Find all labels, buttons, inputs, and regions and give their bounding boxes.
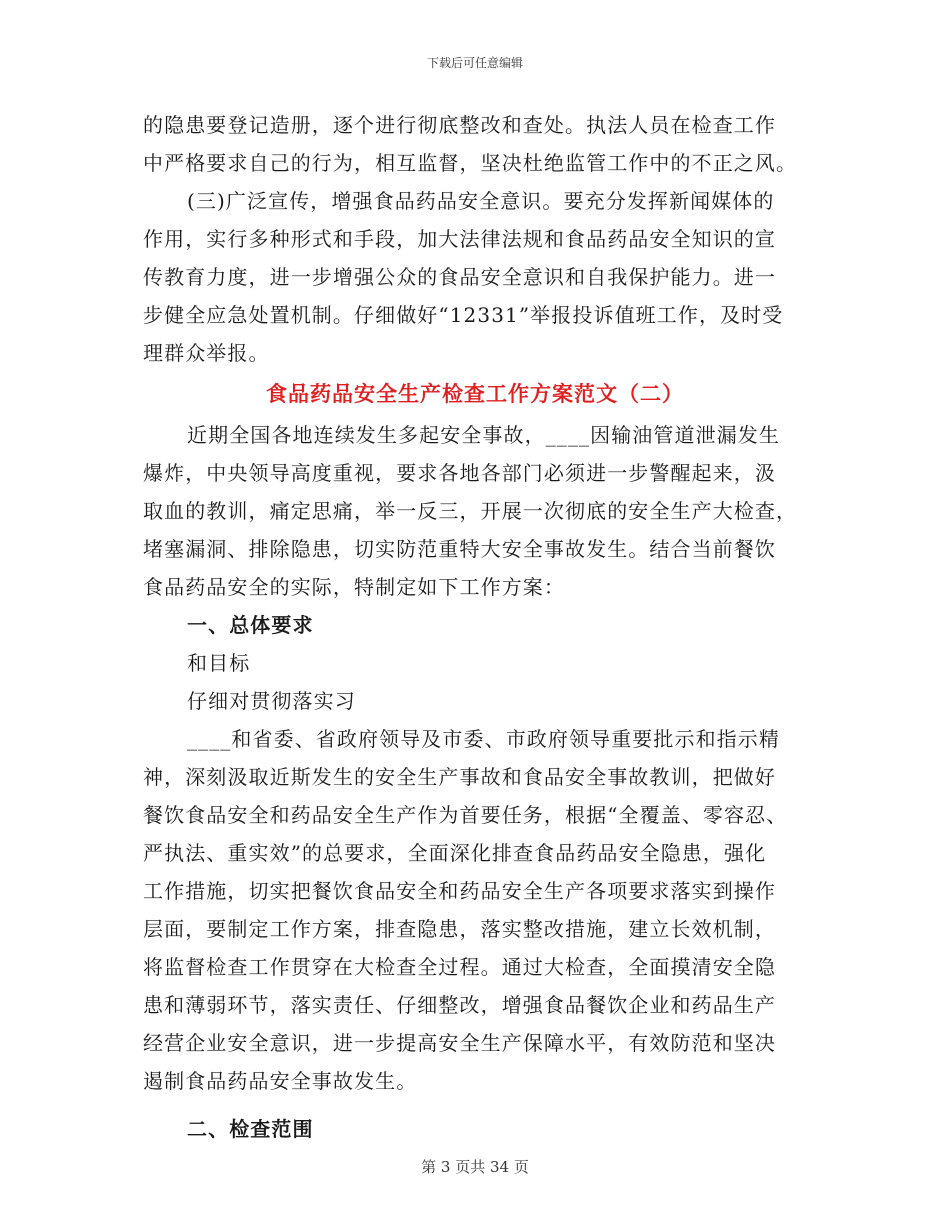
body-line: 食品药品安全的实际，特制定如下工作方案： xyxy=(143,575,565,599)
body-line: 层面，要制定工作方案，排查隐患，落实整改措施，建立长效机制， xyxy=(143,917,776,941)
body-line: ____和省委、省政府领导及市委、市政府领导重要批示和指示精 xyxy=(187,727,780,751)
body-line: 餐饮食品安全和药品安全生产作为首要任务，根据“全覆盖、零容忍、 xyxy=(143,803,788,827)
body-line: 取血的教训，痛定思痛，举一反三，开展一次彻底的安全生产大检查， xyxy=(143,499,798,523)
body-line: 将监督检查工作贯穿在大检查全过程。通过大检查，全面摸清安全隐 xyxy=(143,955,776,979)
heading-general-requirements: 一、总体要求 xyxy=(187,613,314,637)
body-line: 的隐患要登记造册，逐个进行彻底整改和查处。执法人员在检查工作 xyxy=(143,113,776,137)
body-line: 遏制食品药品安全事故发生。 xyxy=(143,1069,418,1093)
body-line: 传教育力度，进一步增强公众的食品安全意识和自我保护能力。进一 xyxy=(143,265,776,289)
body-line: 爆炸，中央领导高度重视，要求各地各部门必须进一步警醒起来，汲 xyxy=(143,461,776,485)
body-line: 患和薄弱环节，落实责任、仔细整改，增强食品餐饮企业和药品生产 xyxy=(143,993,776,1017)
body-line: 和目标 xyxy=(187,651,251,675)
body-line: 经营企业安全意识，进一步提高安全生产保障水平，有效防范和坚决 xyxy=(143,1031,776,1055)
page-header: 下载后可任意编辑 xyxy=(426,56,523,70)
body-line: 堵塞漏洞、排除隐患，切实防范重特大安全事故发生。结合当前餐饮 xyxy=(143,537,776,561)
body-line: 近期全国各地连续发生多起安全事故，____因输油管道泄漏发生 xyxy=(187,423,780,447)
heading-inspection-scope: 二、检查范围 xyxy=(187,1117,314,1141)
body-line: 工作措施，切实把餐饮食品安全和药品安全生产各项要求落实到操作 xyxy=(143,879,776,903)
page-number: 第 3 页共 34 页 xyxy=(421,1158,529,1176)
body-line: 步健全应急处置机制。仔细做好“12331”举报投诉值班工作，及时受 xyxy=(143,303,784,327)
body-line: 严执法、重实效”的总要求，全面深化排查食品药品安全隐患，强化 xyxy=(143,841,767,865)
body-line: 作用，实行多种形式和手段，加大法律法规和食品药品安全知识的宣 xyxy=(143,227,776,251)
body-line: 神，深刻汲取近斯发生的安全生产事故和食品安全事故教训，把做好 xyxy=(143,765,776,789)
section-title: 食品药品安全生产检查工作方案范文（二） xyxy=(266,381,684,406)
body-line: 仔细对贯彻落实习 xyxy=(187,689,356,713)
body-line: 中严格要求自己的行为，相互监督，坚决杜绝监管工作中的不正之风。 xyxy=(143,151,798,175)
body-line: 理群众举报。 xyxy=(143,341,270,365)
body-line: (三)广泛宣传，增强食品药品安全意识。要充分发挥新闻媒体的 xyxy=(187,189,775,213)
document-body xyxy=(143,106,807,1148)
